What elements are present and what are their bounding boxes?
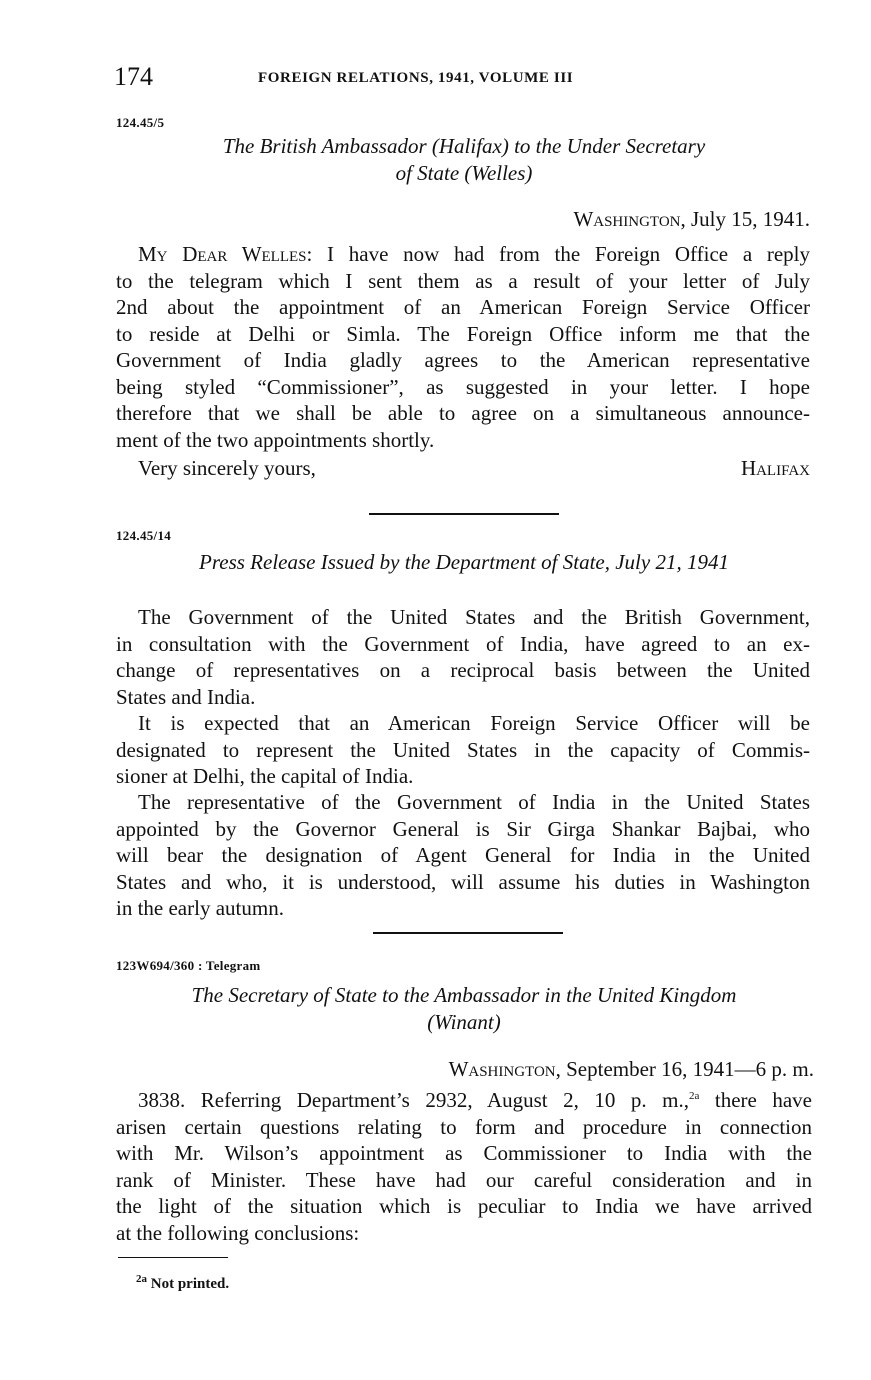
doc1-signature: Halifax (740, 456, 810, 480)
doc2-body-line: The representative of the Government of India in the United States (138, 790, 810, 814)
doc2-body-line: in the early autumn. (116, 896, 284, 920)
footnote-marker: 2a (136, 1273, 147, 1285)
doc2-paragraph-3 (116, 789, 810, 922)
doc1-body-line: 2nd about the appointment of an American Foreign Service Officer (116, 295, 810, 319)
doc3-file-line (116, 958, 261, 974)
doc3-dateline-date: , September 16, 1941—6 p. m. (555, 1057, 814, 1081)
doc3-title-line1: The Secretary of State to the Ambassador in the United Kingdom (191, 983, 737, 1007)
doc2-body-line: It is expected that an American Foreign Service Officer will be (138, 711, 810, 735)
doc1-body (116, 241, 810, 453)
doc2-body-line: appointed by the Governor General is Sir Girga Shankar Bajbai, who (116, 816, 810, 841)
doc2-body-line: States and India. (116, 684, 256, 709)
doc3-title-line2: (Winant) (427, 1010, 501, 1034)
doc1-body-line: being styled “Commissioner”, as suggested in your letter. I hope (116, 374, 810, 399)
doc1-closing-row (138, 455, 810, 482)
doc2-body-line: The Government of the United States and the British Government, (138, 605, 810, 629)
doc3-body-line: 3838. Referring Department’s 2932, August 2, 10 p. m.,$^{2a}$ there have (138, 1088, 812, 1112)
doc1-body-line: ment of the two appointments shortly. (116, 427, 435, 452)
section-divider (373, 932, 563, 934)
doc1-body-line: to the telegram which I sent them as a result of your letter of July (116, 268, 810, 293)
running-head (114, 62, 814, 96)
doc3-body-line: the light of the situation which is peculiar to India we have arrived (116, 1194, 812, 1218)
page-number: 174 (114, 62, 153, 91)
doc2-body-line: States and who, it is understood, will assume his duties in Washington (116, 869, 810, 894)
footnote-text: Not printed. (147, 1276, 230, 1292)
doc1-salutation: My Dear Welles (138, 242, 307, 266)
doc3-file-suffix: : Telegram (197, 958, 261, 973)
doc2-body-line: will bear the designation of Agent General for India in the United (116, 843, 810, 867)
doc1-body-line: My Dear Welles: I have now had from the Foreign Office a reply (138, 242, 810, 266)
doc1-body-line: Government of India gladly agrees to the American representative (116, 348, 810, 372)
footnote-rule (118, 1257, 228, 1258)
doc1-title-line1: The British Ambassador (Halifax) to the Under Secretary (222, 134, 706, 158)
doc1-body-line: to reside at Delhi or Simla. The Foreign Office inform me that the (116, 321, 810, 346)
doc1-title-line2: of State (Welles) (395, 161, 533, 185)
doc1-closing: Very sincerely yours, (138, 456, 316, 480)
doc1-body-line: therefore that we shall be able to agree on a simultaneous announce- (116, 401, 810, 425)
doc2-body-line: sioner at Delhi, the capital of India. (116, 764, 414, 788)
doc1-dateline (114, 207, 810, 232)
doc3-file-number: 123W694/360 (116, 958, 195, 973)
doc3-body-line: with Mr. Wilson’s appointment as Commissioner to India with the (116, 1141, 812, 1165)
running-title: FOREIGN RELATIONS, 1941, VOLUME III (258, 70, 574, 86)
doc2-title: Press Release Issued by the Department of State, July 21, 1941 (199, 550, 729, 574)
doc2-body-line: in consultation with the Government of India, have agreed to an ex- (116, 631, 810, 656)
doc1-dateline-place: Washington (573, 207, 681, 231)
doc3-body-line: rank of Minister. These have had our careful consideration and in (116, 1167, 812, 1192)
doc3-body (116, 1087, 812, 1246)
doc3-body-line: arisen certain questions relating to form and procedure in connection (116, 1114, 812, 1139)
footnote (136, 1273, 230, 1293)
doc3-body-line: at the following conclusions: (116, 1220, 360, 1245)
doc2-body-line: change of representatives on a reciprocal basis between the United (116, 658, 810, 682)
section-divider (369, 513, 559, 515)
doc2-body-line: designated to represent the United States in the capacity of Commis- (116, 737, 810, 762)
doc2-paragraph-2 (116, 710, 810, 790)
doc2-file-number: 124.45/14 (116, 528, 172, 543)
doc3-dateline (114, 1057, 814, 1082)
doc3-dateline-place: Washington (448, 1057, 556, 1081)
doc1-file-number: 124.45/5 (116, 115, 165, 130)
footnote-reference: 2a (688, 1090, 700, 1102)
doc1-dateline-date: , July 15, 1941. (680, 207, 810, 231)
doc2-paragraph-1 (116, 604, 810, 710)
